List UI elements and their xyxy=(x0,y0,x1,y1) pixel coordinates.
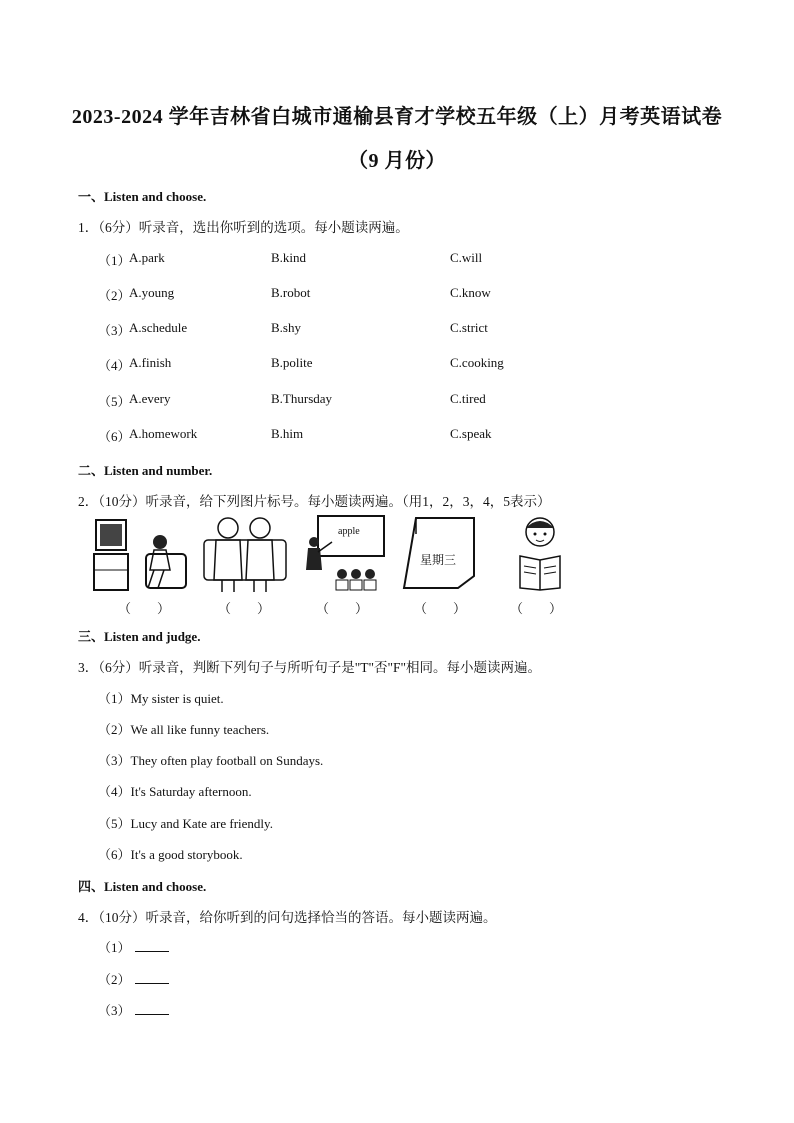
picture-teacher-board xyxy=(302,512,388,594)
option-3-num: （3） xyxy=(98,323,131,338)
answer-label-1: （1） xyxy=(98,940,131,955)
question-2: 2．（10分）听录音，给下列图片标号。每小题读两遍。（用1，2，3，4，5表示） xyxy=(78,494,551,509)
picture-grandparents xyxy=(200,510,290,594)
picture-tv-girl xyxy=(92,514,192,594)
answer-label-2: （2） xyxy=(98,972,131,987)
question-1: 1．（6分）听录音，选出你听到的选项。每小题读两遍。 xyxy=(78,220,409,235)
judge-item-2: （2）We all like funny teachers. xyxy=(98,722,270,737)
option-6-a: A.homework xyxy=(129,426,198,441)
answer-blank-2[interactable] xyxy=(135,971,169,984)
option-4-c: C.cooking xyxy=(450,355,504,370)
answer-paren-2: （ ） xyxy=(218,601,271,616)
answer-paren-3: （ ） xyxy=(316,601,369,616)
option-6-num: （6） xyxy=(98,429,131,444)
section-1-header: 一、Listen and choose. xyxy=(78,189,207,204)
section-2-header: 二、Listen and number. xyxy=(78,463,213,478)
option-1-a: A.park xyxy=(129,250,165,265)
calendar-text: 星期三 xyxy=(420,553,457,567)
option-4-num: （4） xyxy=(98,358,131,373)
option-3-a: A.schedule xyxy=(129,320,188,335)
picture-boy-reading xyxy=(506,512,576,592)
answer-paren-4: （ ） xyxy=(414,601,467,616)
judge-item-1: （1）My sister is quiet. xyxy=(98,691,224,706)
option-2-b: B.robot xyxy=(271,285,311,300)
option-5-a: A.every xyxy=(129,391,171,406)
section-4-header: 四、Listen and choose. xyxy=(78,879,207,894)
picture-calendar xyxy=(398,514,478,592)
option-1-b: B.kind xyxy=(271,250,307,265)
option-1-c: C.will xyxy=(450,250,483,265)
judge-item-6: （6）It's a good storybook. xyxy=(98,847,243,862)
question-3: 3．（6分）听录音，判断下列句子与所听句子是"T"否"F"相同。每小题读两遍。 xyxy=(78,660,542,675)
answer-blank-3[interactable] xyxy=(135,1002,169,1015)
question-4: 4．（10分）听录音，给你听到的问句选择恰当的答语。每小题读两遍。 xyxy=(78,910,497,925)
option-4-b: B.polite xyxy=(271,355,313,370)
answer-row-1 xyxy=(98,937,169,956)
page-title: 2023-2024 学年吉林省白城市通榆县育才学校五年级（上）月考英语试卷 xyxy=(71,106,723,128)
option-6-b: B.him xyxy=(271,426,304,441)
option-6-c: C.speak xyxy=(450,426,492,441)
option-1-num: （1） xyxy=(98,253,131,268)
judge-item-3: （3）They often play football on Sundays. xyxy=(98,753,324,768)
answer-row-3 xyxy=(98,1000,169,1019)
option-3-b: B.shy xyxy=(271,320,301,335)
option-5-b: B.Thursday xyxy=(271,391,333,406)
option-5-c: C.tired xyxy=(450,391,486,406)
option-2-c: C.know xyxy=(450,285,491,300)
section-3-header: 三、Listen and judge. xyxy=(78,629,201,644)
answer-row-2 xyxy=(98,969,169,988)
judge-item-5: （5）Lucy and Kate are friendly. xyxy=(98,816,273,831)
option-3-c: C.strict xyxy=(450,320,488,335)
answer-label-3: （3） xyxy=(98,1003,131,1018)
option-2-a: A.young xyxy=(129,285,175,300)
answer-blank-1[interactable] xyxy=(135,939,169,952)
judge-item-4: （4）It's Saturday afternoon. xyxy=(98,784,252,799)
option-4-a: A.finish xyxy=(129,355,172,370)
option-2-num: （2） xyxy=(98,288,131,303)
answer-paren-1: （ ） xyxy=(118,601,171,616)
answer-paren-5: （ ） xyxy=(510,601,563,616)
board-word: apple xyxy=(338,526,360,537)
page-subtitle: （9 月份） xyxy=(348,150,446,172)
option-5-num: （5） xyxy=(98,394,131,409)
